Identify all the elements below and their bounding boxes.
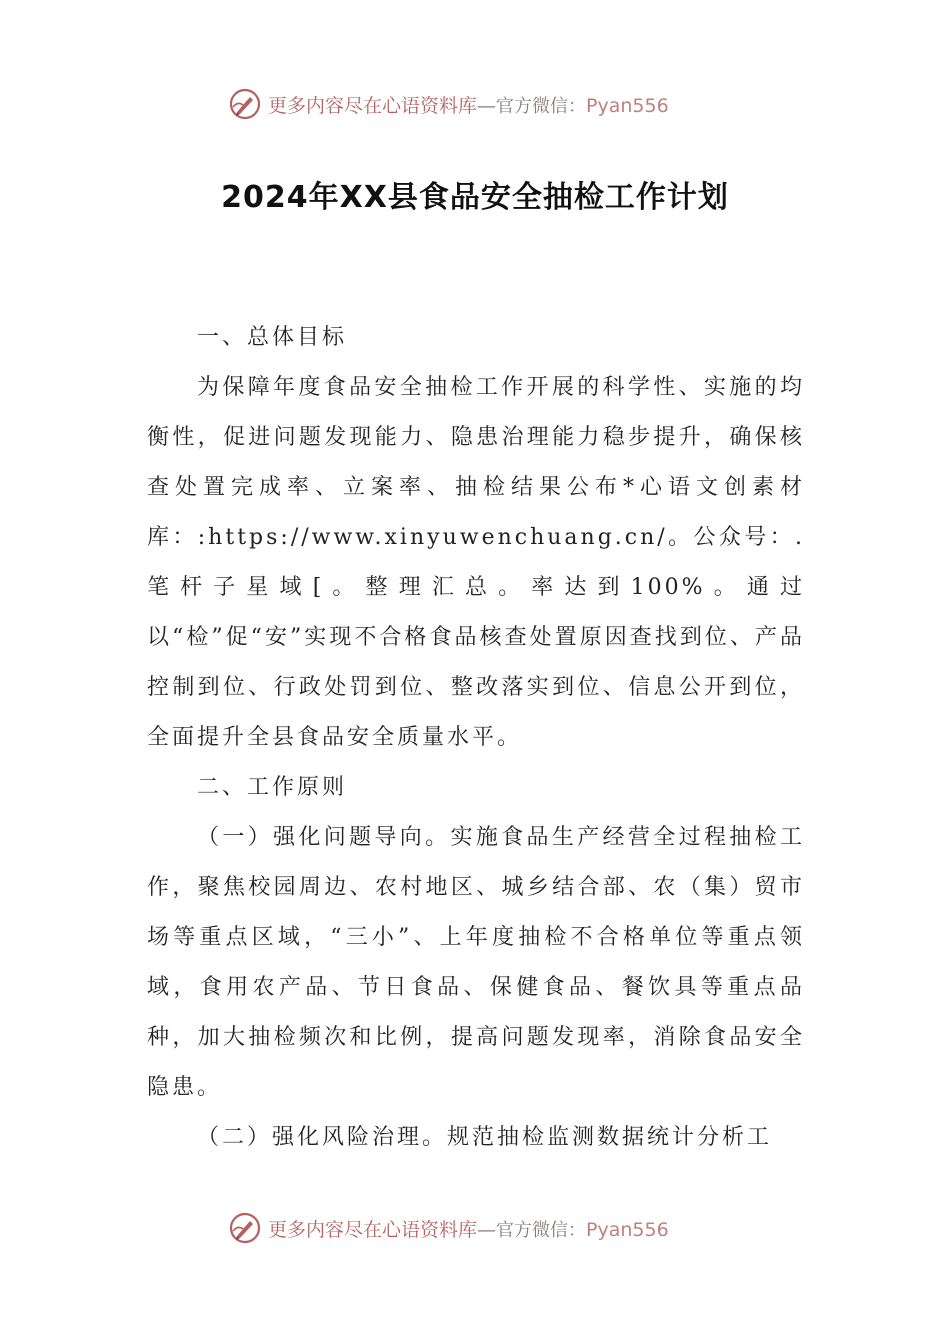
paragraph: （二）强化风险治理。规范抽检监测数据统计分析工 xyxy=(197,1125,773,1150)
watermark-label: 官方微信： xyxy=(496,1219,587,1241)
page-title: 2024年XX县食品安全抽检工作计划 xyxy=(221,180,729,215)
watermark-footer xyxy=(228,1208,748,1248)
section-heading: 一、总体目标 xyxy=(197,325,348,350)
paragraph: 为保障年度食品安全抽检工作开展的科学性、实施的均衡性，促进问题发现能力、隐患治理能力稳步提升，确保核查处置完成率、立案率、抽检结果公布*心语文创素材库：:https://www.xinyuwenchuang.cn/。公众号：.笔杆子星域[。整理汇总。率达到100%。通过以“检”促“安”实现不合格食品核查处置原因查找到位、产品控制到位、行政处罚到位、整改落实到位、信息公开到位，全面提升全县食品安全质量水平。 xyxy=(147,375,805,750)
watermark-dash: — xyxy=(477,1218,497,1241)
watermark-label: 官方微信： xyxy=(496,95,587,117)
pen-logo-icon xyxy=(228,87,262,121)
watermark-slogan: 更多内容尽在心语资料库 xyxy=(268,1218,478,1241)
pen-logo-icon xyxy=(228,1211,262,1245)
watermark-dash: — xyxy=(477,94,497,117)
watermark-slogan: 更多内容尽在心语资料库 xyxy=(268,94,478,117)
watermark-header xyxy=(228,84,748,124)
watermark-text xyxy=(268,91,669,118)
watermark-text xyxy=(268,1215,669,1242)
paragraph: （一）强化问题导向。实施食品生产经营全过程抽检工作，聚焦校园周边、农村地区、城乡结合部、农（集）贸市场等重点区域，“三小”、上年度抽检不合格单位等重点领域，食用农产品、节日食品、保健食品、餐饮具等重点品种，加大抽检频次和比例，提高问题发现率，消除食品安全隐患。 xyxy=(147,825,805,1100)
watermark-wechat-id: Pyan556 xyxy=(586,1218,669,1241)
document-body xyxy=(147,313,805,1163)
watermark-wechat-id: Pyan556 xyxy=(586,94,669,117)
section-heading: 二、工作原则 xyxy=(197,775,348,800)
